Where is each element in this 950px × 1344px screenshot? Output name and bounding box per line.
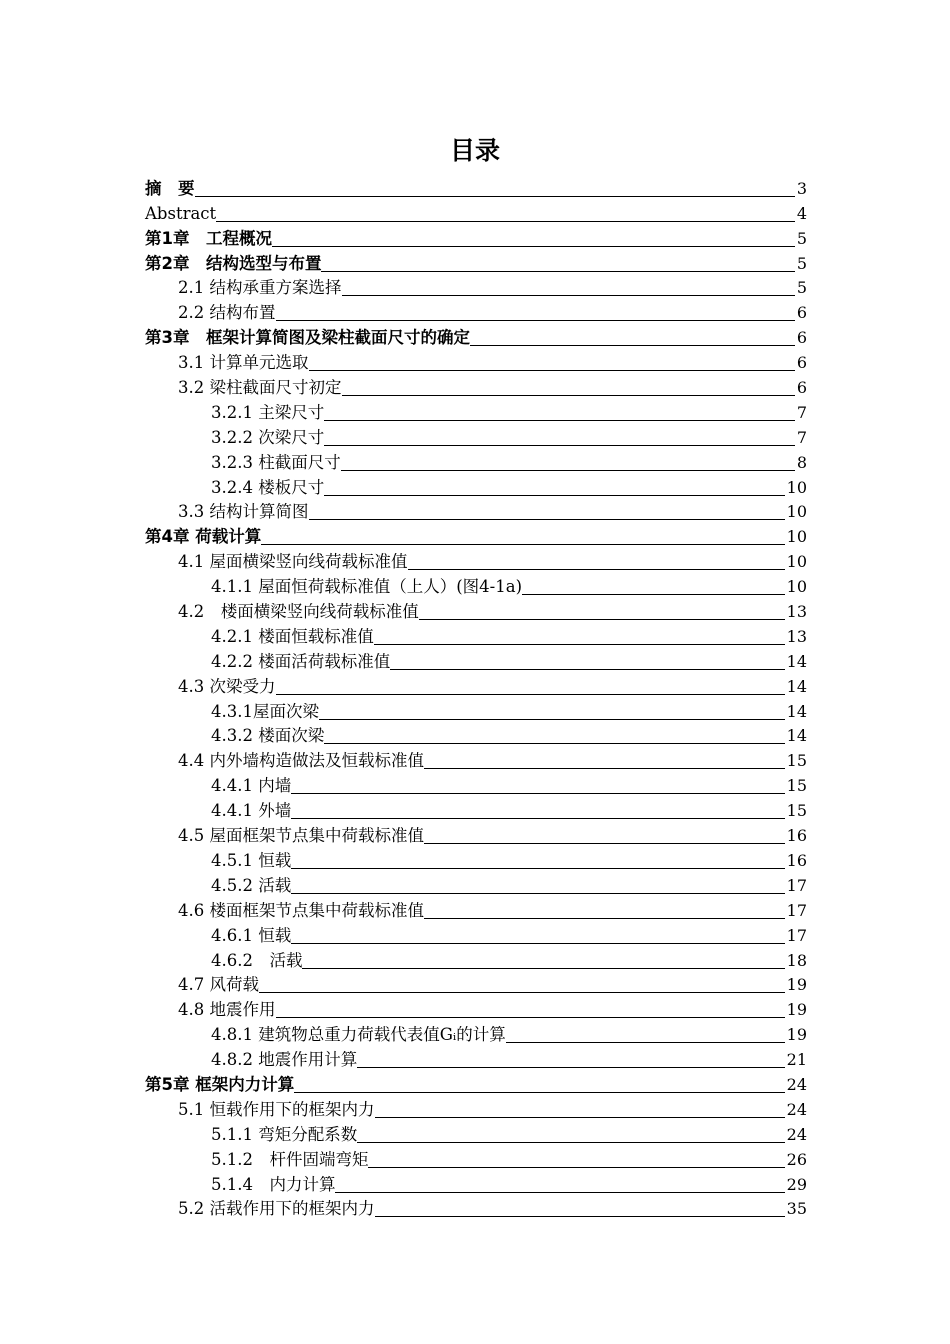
toc-page-number: 13	[786, 626, 807, 646]
toc-entry-title: 4.5.2 活载	[211, 875, 292, 895]
toc-entry[interactable]	[145, 424, 807, 449]
toc-entry-title: 4.6 楼面框架节点集中荷载标准值	[178, 900, 424, 920]
toc-entry-title: 2.2 结构布置	[178, 303, 276, 323]
toc-entry-title: 4.2.2 楼面活荷载标准值	[211, 651, 391, 671]
toc-page-number: 17	[786, 875, 807, 895]
toc-entry[interactable]	[145, 822, 807, 847]
toc-entry[interactable]	[145, 449, 807, 474]
toc-page-number: 5	[796, 253, 807, 273]
toc-entry-title: 4.6.1 恒载	[211, 925, 292, 945]
toc-leader-line	[324, 742, 784, 744]
toc-entry-title: 5.2 活载作用下的框架内力	[178, 1199, 375, 1219]
toc-page-number: 24	[786, 1074, 807, 1094]
toc-entry[interactable]	[145, 972, 807, 997]
toc-entry[interactable]	[145, 648, 807, 673]
toc-page-number: 14	[786, 651, 807, 671]
toc-entry[interactable]	[145, 299, 807, 324]
toc-entry[interactable]	[145, 723, 807, 748]
toc-leader-line	[342, 394, 795, 396]
toc-page-number: 19	[786, 1025, 807, 1045]
toc-page-number: 4	[796, 203, 807, 223]
toc-leader-line	[291, 942, 784, 944]
toc-leader-line	[195, 195, 795, 197]
toc-entry-title: 4.8.1 建筑物总重力荷载代表值Gᵢ的计算	[211, 1025, 506, 1045]
toc-entry[interactable]	[145, 1096, 807, 1121]
toc-leader-line	[375, 1215, 785, 1217]
toc-leader-line	[341, 469, 795, 471]
toc-entry-title: 4.5.1 恒载	[211, 850, 292, 870]
toc-entry-title: 第4章 荷载计算	[145, 527, 262, 547]
toc-entry[interactable]	[145, 275, 807, 300]
toc-entry[interactable]	[145, 399, 807, 424]
toc-entry[interactable]	[145, 1146, 807, 1171]
toc-page-number: 7	[796, 427, 807, 447]
toc-entry-title: 4.8.2 地震作用计算	[211, 1050, 358, 1070]
toc-entry-title: 4.1 屋面横梁竖向线荷载标准值	[178, 552, 408, 572]
toc-entry-title: 3.3 结构计算简图	[178, 502, 309, 522]
toc-leader-line	[368, 1166, 784, 1168]
toc-leader-line	[321, 270, 794, 272]
toc-leader-line	[342, 294, 795, 296]
toc-leader-line	[302, 967, 784, 969]
toc-page-number: 19	[786, 1000, 807, 1020]
toc-page-number: 24	[786, 1099, 807, 1119]
toc-entry[interactable]	[145, 1021, 807, 1046]
toc-page-number: 26	[786, 1149, 807, 1169]
toc-entry[interactable]	[145, 1071, 807, 1096]
toc-page-number: 3	[796, 178, 807, 198]
toc-entry[interactable]	[145, 1046, 807, 1071]
toc-page-number: 10	[786, 527, 807, 547]
toc-leader-line	[424, 917, 785, 919]
table-of-contents	[145, 175, 807, 1220]
toc-entry[interactable]	[145, 225, 807, 250]
toc-page-number: 14	[786, 726, 807, 746]
toc-leader-line	[309, 518, 785, 520]
toc-entry-title: 4.4.1 外墙	[211, 801, 292, 821]
toc-entry-title: 4.3 次梁受力	[178, 676, 276, 696]
toc-page-number: 16	[786, 826, 807, 846]
toc-page-number: 29	[786, 1174, 807, 1194]
toc-page-number: 15	[786, 751, 807, 771]
toc-entry-title: 5.1.1 弯矩分配系数	[211, 1124, 358, 1144]
toc-entry-title: 4.2.1 楼面恒载标准值	[211, 626, 374, 646]
toc-entry-title: 4.8 地震作用	[178, 1000, 276, 1020]
toc-page-number: 7	[796, 402, 807, 422]
toc-page-number: 6	[796, 353, 807, 373]
toc-leader-line	[424, 767, 785, 769]
toc-entry[interactable]	[145, 250, 807, 275]
toc-leader-line	[291, 792, 784, 794]
toc-leader-line	[408, 568, 785, 570]
toc-entry-title: 3.2.2 次梁尺寸	[211, 427, 325, 447]
toc-entry[interactable]	[145, 175, 807, 200]
toc-leader-line	[470, 344, 795, 346]
toc-page-number: 24	[786, 1124, 807, 1144]
toc-leader-line	[324, 444, 795, 446]
toc-entry[interactable]	[145, 374, 807, 399]
toc-leader-line	[374, 643, 785, 645]
toc-entry[interactable]	[145, 1121, 807, 1146]
toc-entry-title: 第3章 框架计算简图及梁柱截面尺寸的确定	[145, 328, 470, 348]
toc-entry[interactable]	[145, 623, 807, 648]
toc-page-number: 14	[786, 676, 807, 696]
toc-leader-line	[272, 245, 795, 247]
toc-entry[interactable]	[145, 797, 807, 822]
toc-entry-title: 5.1.4 内力计算	[211, 1174, 336, 1194]
toc-entry[interactable]	[145, 573, 807, 598]
toc-entry-title: 3.2.1 主梁尺寸	[211, 402, 325, 422]
toc-entry[interactable]	[145, 698, 807, 723]
toc-leader-line	[522, 593, 785, 595]
toc-page-number: 16	[786, 850, 807, 870]
toc-entry[interactable]	[145, 499, 807, 524]
toc-leader-line	[276, 1016, 785, 1018]
toc-page-number: 8	[796, 452, 807, 472]
toc-page-number: 17	[786, 900, 807, 920]
toc-entry[interactable]	[145, 324, 807, 349]
toc-page-number: 35	[786, 1199, 807, 1219]
toc-entry-title: 第1章 工程概况	[145, 228, 272, 248]
toc-page-number: 6	[796, 328, 807, 348]
toc-entry-title: 3.2.3 柱截面尺寸	[211, 452, 341, 472]
toc-entry[interactable]	[145, 673, 807, 698]
toc-entry-title: 4.4 内外墙构造做法及恒载标准值	[178, 751, 424, 771]
toc-page-number: 5	[796, 278, 807, 298]
toc-entry[interactable]	[145, 996, 807, 1021]
toc-leader-line	[276, 319, 795, 321]
toc-leader-line	[424, 842, 785, 844]
toc-page-number: 10	[786, 577, 807, 597]
toc-page-number: 10	[786, 552, 807, 572]
toc-entry-title: 4.3.2 楼面次梁	[211, 726, 325, 746]
toc-entry-title: 3.2 梁柱截面尺寸初定	[178, 378, 342, 398]
toc-entry-title: 4.1.1 屋面恒荷载标准值（上人）(图4-1a)	[211, 577, 523, 597]
page-title: 目录	[449, 136, 500, 165]
toc-page-number: 17	[786, 925, 807, 945]
toc-leader-line	[319, 718, 785, 720]
toc-entry[interactable]	[145, 200, 807, 225]
toc-entry[interactable]	[145, 598, 807, 623]
toc-entry[interactable]	[145, 922, 807, 947]
toc-leader-line	[324, 494, 784, 496]
toc-page-number: 15	[786, 801, 807, 821]
toc-leader-line	[419, 618, 785, 620]
toc-page-number: 10	[786, 477, 807, 497]
toc-entry-title: 5.1.2 杆件固端弯矩	[211, 1149, 369, 1169]
toc-entry-title: 4.7 风荷载	[178, 975, 259, 995]
toc-entry-title: 3.2.4 楼板尺寸	[211, 477, 325, 497]
toc-entry-title: 4.6.2 活载	[211, 950, 303, 970]
toc-entry-title: 4.4.1 内墙	[211, 776, 292, 796]
toc-entry-title: 3.1 计算单元选取	[178, 353, 309, 373]
toc-leader-line	[375, 1116, 785, 1118]
toc-leader-line	[291, 892, 784, 894]
toc-entry-title: 5.1 恒载作用下的框架内力	[178, 1099, 375, 1119]
toc-page-number: 6	[796, 378, 807, 398]
toc-leader-line	[261, 543, 784, 545]
toc-leader-line	[324, 419, 795, 421]
toc-entry[interactable]	[145, 1196, 807, 1221]
toc-entry-title: 2.1 结构承重方案选择	[178, 278, 342, 298]
toc-page-number: 5	[796, 228, 807, 248]
toc-entry[interactable]	[145, 772, 807, 797]
toc-leader-line	[309, 369, 795, 371]
toc-page-number: 13	[786, 602, 807, 622]
toc-entry[interactable]	[145, 947, 807, 972]
toc-leader-line	[259, 991, 785, 993]
toc-page-number: 15	[786, 776, 807, 796]
toc-entry[interactable]	[145, 349, 807, 374]
toc-leader-line	[291, 817, 784, 819]
toc-leader-line	[291, 867, 784, 869]
toc-entry[interactable]	[145, 474, 807, 499]
toc-page-number: 14	[786, 701, 807, 721]
toc-page-number: 6	[796, 303, 807, 323]
toc-entry[interactable]	[145, 897, 807, 922]
toc-page-number: 21	[786, 1050, 807, 1070]
toc-leader-line	[506, 1041, 785, 1043]
toc-entry[interactable]	[145, 1171, 807, 1196]
toc-page-number: 18	[786, 950, 807, 970]
toc-entry-title: 摘 要	[145, 178, 195, 198]
toc-leader-line	[216, 220, 795, 222]
toc-entry-title: 4.2 楼面横梁竖向线荷载标准值	[178, 602, 419, 622]
toc-entry[interactable]	[145, 847, 807, 872]
toc-entry-title: 4.3.1屋面次梁	[211, 701, 319, 721]
toc-leader-line	[335, 1191, 784, 1193]
toc-leader-line	[276, 693, 785, 695]
toc-entry-title: 第5章 框架内力计算	[145, 1074, 295, 1094]
toc-entry-title: 第2章 结构选型与布置	[145, 253, 322, 273]
toc-entry[interactable]	[145, 523, 807, 548]
toc-entry-title: 4.5 屋面框架节点集中荷载标准值	[178, 826, 424, 846]
toc-entry[interactable]	[145, 548, 807, 573]
toc-leader-line	[357, 1141, 784, 1143]
toc-page-number: 19	[786, 975, 807, 995]
toc-leader-line	[357, 1066, 784, 1068]
toc-leader-line	[390, 668, 784, 670]
toc-leader-line	[294, 1091, 784, 1093]
toc-page-number: 10	[786, 502, 807, 522]
toc-entry[interactable]	[145, 872, 807, 897]
toc-entry[interactable]	[145, 747, 807, 772]
toc-entry-title: Abstract	[145, 203, 217, 223]
